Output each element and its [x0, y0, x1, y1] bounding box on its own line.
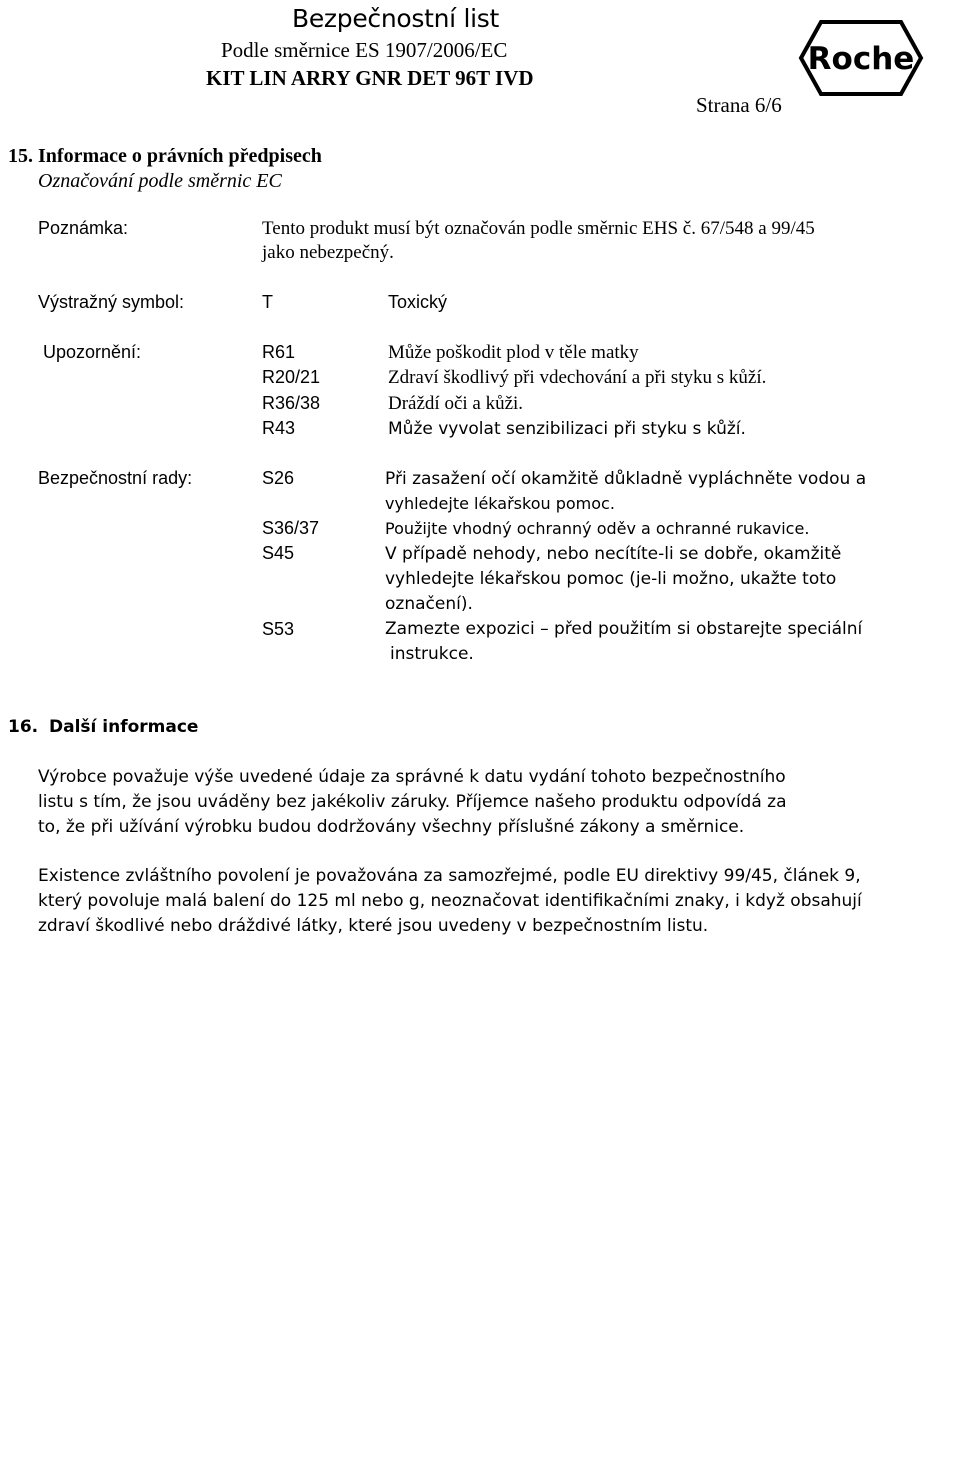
safety-text: Zamezte expozici – před použitím si obstarejte speciální — [385, 619, 863, 639]
warning-code: R20/21 — [262, 367, 321, 387]
safety-text: Při zasažení očí okamžitě důkladně vypláchněte vodou a — [385, 469, 867, 489]
safety-text: vyhledejte lékařskou pomoc. — [385, 494, 615, 513]
safety-code: S45 — [262, 543, 295, 563]
symbol-label: Výstražný symbol: — [38, 292, 185, 312]
safety-code: S36/37 — [262, 518, 320, 538]
safety-code: S53 — [262, 619, 295, 639]
section-15-subtitle: Označování podle směrnic EC — [38, 170, 282, 192]
info-line: listu s tím, že jsou uváděny bez jakékoliv záruky. Příjemce našeho produktu odpovídá za — [38, 792, 787, 812]
page-number: Strana 6/6 — [696, 93, 782, 117]
info-line: Výrobce považuje výše uvedené údaje za správné k datu vydání tohoto bezpečnostního — [38, 767, 786, 787]
section-16-title: Další informace — [49, 717, 199, 737]
warning-text: Zdraví škodlivý při vdechování a při styku s kůží. — [388, 367, 767, 388]
info-line: který povoluje malá balení do 125 ml nebo g, neoznačovat identifikačními znaky, i když obsahují — [38, 891, 862, 911]
roche-logo-icon — [797, 18, 925, 98]
safety-label: Bezpečnostní rady: — [38, 468, 193, 488]
warning-label: Upozornění: — [43, 342, 142, 362]
document-title: Bezpečnostní list — [292, 4, 499, 33]
warning-code: R61 — [262, 342, 296, 362]
safety-code: S26 — [262, 468, 295, 488]
section-15-title: 15. Informace o právních předpisech — [8, 145, 322, 167]
symbol-code: T — [262, 292, 273, 312]
info-line: to, že při užívání výrobku budou dodržovány všechny příslušné zákony a směrnice. — [38, 817, 745, 837]
note-line: jako nebezpečný. — [262, 242, 394, 263]
safety-text: instrukce. — [390, 644, 474, 664]
safety-text: V případě nehody, nebo necítíte-li se dobře, okamžitě — [385, 544, 842, 564]
warning-text: Dráždí oči a kůži. — [388, 393, 524, 414]
product-name: KIT LIN ARRY GNR DET 96T IVD — [206, 66, 534, 90]
safety-text: Použijte vhodný ochranný oděv a ochranné rukavice. — [385, 519, 810, 538]
info-line: Existence zvláštního povolení je považována za samozřejmé, podle EU direktivy 99/45, článek 9, — [38, 866, 861, 886]
safety-text: označení). — [385, 594, 473, 614]
svg-text:Roche: Roche — [807, 41, 915, 77]
warning-text: Může vyvolat senzibilizaci při styku s kůží. — [388, 419, 746, 439]
info-line: zdraví škodlivé nebo dráždivé látky, které jsou uvedeny v bezpečnostním listu. — [38, 916, 709, 936]
warning-code: R36/38 — [262, 393, 321, 413]
document-directive: Podle směrnice ES 1907/2006/EC — [221, 38, 508, 62]
section-16-number: 16. — [8, 717, 39, 737]
note-line: Tento produkt musí být označován podle směrnic EHS č. 67/548 a 99/45 — [262, 218, 815, 239]
warning-code: R43 — [262, 418, 296, 438]
note-label: Poznámka: — [38, 218, 129, 238]
safety-text: vyhledejte lékařskou pomoc (je-li možno, ukažte toto — [385, 569, 837, 589]
symbol-text: Toxický — [388, 292, 448, 312]
warning-text: Může poškodit plod v těle matky — [388, 342, 639, 363]
